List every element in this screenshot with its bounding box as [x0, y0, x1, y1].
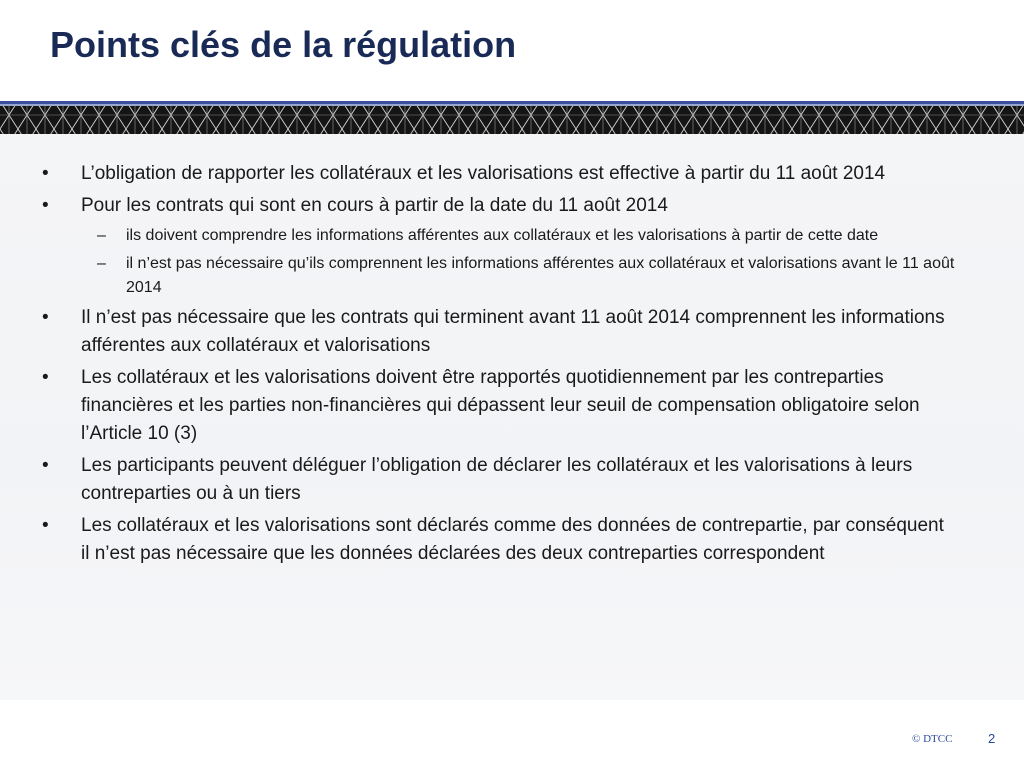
slide-title: Points clés de la régulation: [50, 24, 517, 65]
bullet-marker: •: [42, 455, 49, 476]
bullet-marker: •: [42, 367, 49, 388]
bullet-item: [0, 452, 1024, 508]
sub-bullet-text: il n’est pas nécessaire qu’ils comprennent les informations afférentes aux collatéraux et valorisations avant le 11 août 2014: [126, 255, 955, 296]
bullet-item: [0, 160, 1024, 188]
bullet-item: [0, 304, 1024, 360]
bullet-item: [0, 512, 1024, 568]
bullet-text: Les collatéraux et les valorisations doivent être rapportés quotidiennement par les contreparties financières et les parties non-financières qui dépassent leur seuil de compensation obligatoire selon l’Article 10 (3): [81, 367, 920, 444]
copyright-footer: © DTCC: [912, 733, 953, 745]
bullet-text: L’obligation de rapporter les collatéraux et les valorisations est effective à partir du 11 août 2014: [81, 163, 886, 184]
sub-bullet-item: [0, 252, 1024, 300]
decorative-lattice-banner: [0, 101, 1024, 134]
bullet-text: Les participants peuvent déléguer l’obligation de déclarer les collatéraux et les valorisations à leurs contreparties ou à un tiers: [81, 455, 913, 504]
sub-bullet-marker: –: [97, 227, 106, 244]
bullet-marker: •: [42, 163, 49, 184]
page-number: 2: [988, 731, 996, 746]
bullet-item: [0, 192, 1024, 220]
bullet-text: Il n’est pas nécessaire que les contrats qui terminent avant 11 août 2014 comprennent les informations afférentes aux collatéraux et valorisations: [81, 307, 945, 356]
bullet-list: [0, 160, 1024, 572]
bullet-marker: •: [42, 515, 49, 536]
sub-bullet-text: ils doivent comprendre les informations afférentes aux collatéraux et les valorisations à partir de cette date: [126, 227, 879, 244]
bullet-item: [0, 364, 1024, 448]
sub-bullet-marker: –: [97, 255, 106, 272]
bullet-marker: •: [42, 307, 49, 328]
sub-bullet-item: [0, 224, 1024, 248]
bullet-text: Pour les contrats qui sont en cours à partir de la date du 11 août 2014: [81, 195, 668, 216]
bullet-marker: •: [42, 195, 49, 216]
bullet-text: Les collatéraux et les valorisations sont déclarés comme des données de contrepartie, par conséquent il n’est pas nécessaire que les données déclarées des deux contreparties correspondent: [81, 515, 944, 564]
